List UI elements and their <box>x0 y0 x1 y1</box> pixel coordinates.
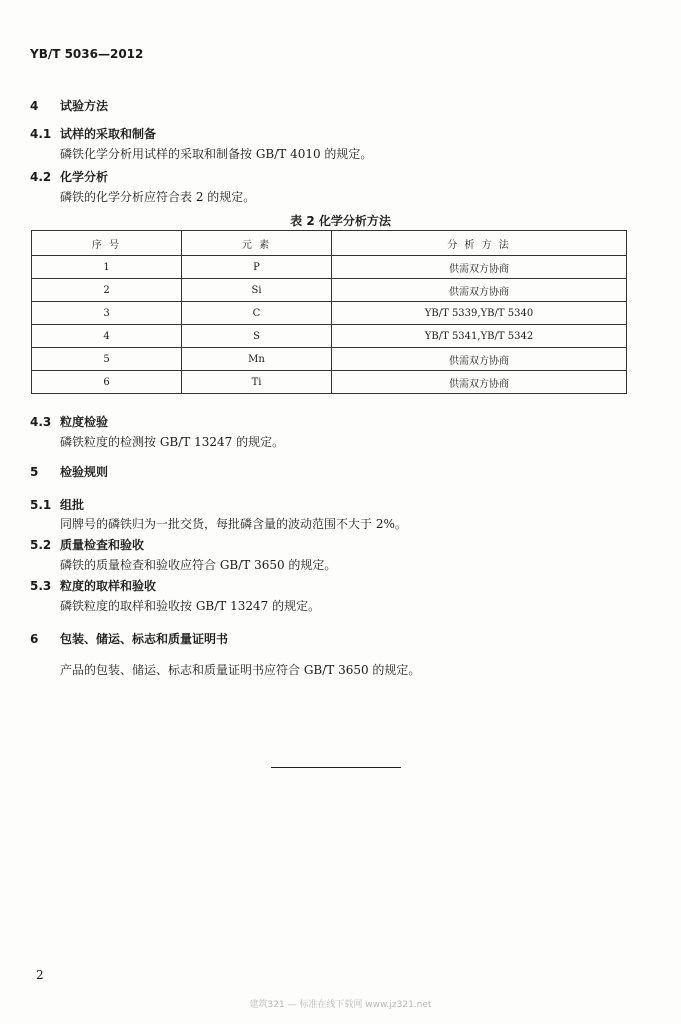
table-row <box>32 279 627 302</box>
section-5-2-title: 质量检查和验收 <box>60 538 145 552</box>
table-row <box>32 371 627 394</box>
row-seq-no: 1 <box>32 256 182 279</box>
section-5-3-title: 粒度的取样和验收 <box>60 579 157 593</box>
table-header-row <box>32 231 627 256</box>
section-4-1-number: 4.1 <box>30 127 52 141</box>
table-2-caption: 表 2 化学分析方法 <box>290 214 391 228</box>
row-element: Ti <box>182 371 332 394</box>
page-number: 2 <box>36 968 44 982</box>
row-method: YB/T 5341,YB/T 5342 <box>332 325 627 348</box>
section-5-1-text: 同牌号的磷铁归为一批交货，每批磷含量的波动范围不大于 2%。 <box>60 517 407 531</box>
row-element: Mn <box>182 348 332 371</box>
section-6-text: 产品的包装、储运、标志和质量证明书应符合 GB/T 3650 的规定。 <box>60 663 421 677</box>
header-analysis-method: 分 析 方 法 <box>332 231 627 256</box>
row-element: C <box>182 302 332 325</box>
row-seq-no: 6 <box>32 371 182 394</box>
section-4-heading <box>30 97 108 114</box>
table-row <box>32 325 627 348</box>
section-5-3-text: 磷铁粒度的取样和验收按 GB/T 13247 的规定。 <box>60 599 321 613</box>
section-4-2-number: 4.2 <box>30 170 52 184</box>
row-method: YB/T 5339,YB/T 5340 <box>332 302 627 325</box>
header-element: 元 素 <box>182 231 332 256</box>
section-6-heading <box>30 630 228 647</box>
section-4-3-title: 粒度检验 <box>60 415 109 429</box>
watermark-text: 建筑321 — 标准在线下载网 www.jz321.net <box>249 1000 432 1010</box>
section-5-3-number: 5.3 <box>30 579 52 593</box>
row-seq-no: 4 <box>32 325 182 348</box>
row-element: S <box>182 325 332 348</box>
row-method: 供需双方协商 <box>332 256 627 279</box>
table-row <box>32 302 627 325</box>
section-4-3-text: 磷铁粒度的检测按 GB/T 13247 的规定。 <box>60 435 285 449</box>
section-5-2-number: 5.2 <box>30 538 52 552</box>
section-4-title: 试验方法 <box>60 99 109 113</box>
table-row <box>32 348 627 371</box>
header-seq-no: 序 号 <box>32 231 182 256</box>
row-seq-no: 2 <box>32 279 182 302</box>
chemical-analysis-table <box>31 230 627 394</box>
section-5-number: 5 <box>30 465 39 479</box>
section-5-1-number: 5.1 <box>30 498 52 512</box>
section-5-1-title: 组批 <box>60 498 85 512</box>
section-4-2-title: 化学分析 <box>60 170 109 184</box>
row-seq-no: 5 <box>32 348 182 371</box>
section-4-1-heading <box>30 125 156 142</box>
section-6-title: 包装、储运、标志和质量证明书 <box>60 632 229 646</box>
section-5-title: 检验规则 <box>60 465 109 479</box>
row-seq-no: 3 <box>32 302 182 325</box>
section-4-3-number: 4.3 <box>30 415 52 429</box>
section-4-3-heading <box>30 413 108 430</box>
table-row <box>32 256 627 279</box>
section-4-2-heading <box>30 168 108 185</box>
section-5-heading <box>30 463 108 480</box>
row-method: 供需双方协商 <box>332 279 627 302</box>
document-header-id: YB/T 5036—2012 <box>30 47 144 61</box>
section-5-3-heading <box>30 577 156 594</box>
section-5-1-heading <box>30 496 84 513</box>
end-rule <box>271 767 401 768</box>
section-5-2-heading <box>30 536 144 553</box>
section-4-2-text: 磷铁的化学分析应符合表 2 的规定。 <box>60 190 256 204</box>
section-4-1-text: 磷铁化学分析用试样的采取和制备按 GB/T 4010 的规定。 <box>60 147 373 161</box>
section-4-number: 4 <box>30 99 39 113</box>
section-5-2-text: 磷铁的质量检查和验收应符合 GB/T 3650 的规定。 <box>60 558 337 572</box>
section-4-1-title: 试样的采取和制备 <box>60 127 157 141</box>
row-method: 供需双方协商 <box>332 348 627 371</box>
row-element: Si <box>182 279 332 302</box>
section-6-number: 6 <box>30 632 39 646</box>
row-element: P <box>182 256 332 279</box>
row-method: 供需双方协商 <box>332 371 627 394</box>
